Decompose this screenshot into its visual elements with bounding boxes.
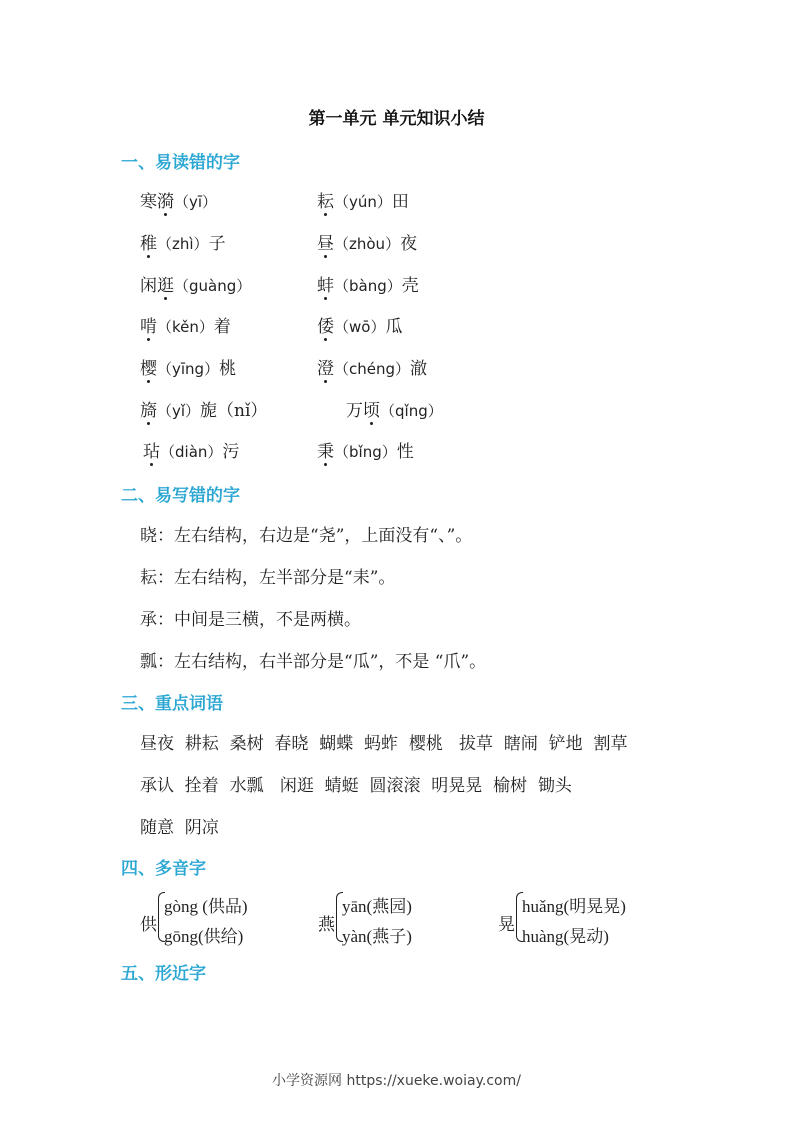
polyphone-entry [140,892,300,944]
dotted-char: 倭 [317,312,334,337]
dotted-char: 澄 [317,354,334,379]
dotted-char: 昼 [317,229,334,254]
word-line: 随意 阴凉 [140,818,219,838]
char: 着 [213,317,231,337]
char: 田 [391,192,409,212]
reading-entry [140,271,251,296]
dotted-char: 蚌 [317,271,334,296]
dotted-char: 旖 [140,396,157,421]
char: 寒 [140,192,157,212]
reading-entry [143,437,239,462]
reading-entry [317,354,427,379]
polyphone-entry [318,892,478,944]
char: 闲 [140,276,157,296]
footer-source: 小学资源网 https://xueke.woiay.com/ [272,1073,521,1089]
dotted-char: 啃 [140,312,157,337]
polyphone-reading: yàn(燕子) [342,927,412,946]
pinyin: （zhòu） [334,235,401,253]
reading-entry [140,229,226,254]
pinyin: （chéng） [334,360,411,378]
polyphone-reading: gōng(供给) [164,927,244,946]
reading-entry [140,396,267,421]
polyphone-reading: gòng (供品) [164,897,248,916]
polyphone-reading: yān(燕园) [342,897,412,916]
pinyin: （wō） [334,318,386,336]
reading-entry [140,312,231,337]
pinyin: （yī） [174,193,218,211]
section-heading-polyphones: 四、多音字 [121,859,206,879]
pinyin: （qǐng） [380,402,443,420]
word-line: 昼夜 耕耘 桑树 春晓 蝴蝶 蚂蚱 樱桃 拔草 瞎闹 铲地 割草 [140,734,628,754]
writing-note: 瓢：左右结构，右半部分是“瓜”，不是 “爪”。 [140,652,487,672]
section-heading-miswrite: 二、易写错的字 [121,486,240,506]
char: 瓜 [385,317,403,337]
dotted-char: 玷 [143,437,160,462]
pinyin: （bǐng） [334,443,397,461]
pinyin: （yīng） [157,360,220,378]
writing-note: 承：中间是三横，不是两横。 [140,610,361,630]
dotted-char: 耘 [317,187,334,212]
pinyin: （yǐ） [157,402,201,420]
reading-entry [346,396,443,421]
reading-entry [317,187,409,212]
word-line: 承认 拴着 水瓢 闲逛 蜻蜓 圆滚滚 明晃晃 榆树 锄头 [140,776,572,796]
polyphone-char: 晃 [498,915,515,935]
dotted-char: 樱 [140,354,157,379]
pinyin: （guàng） [174,277,252,295]
reading-entry [317,312,402,337]
writing-note: 耘：左右结构，左半部分是“耒”。 [140,568,396,588]
char: 桃 [219,359,237,379]
reading-entry [140,354,236,379]
dotted-char: 稚 [140,229,157,254]
polyphone-char: 供 [140,915,157,935]
reading-entry [317,271,419,296]
char: 性 [396,442,414,462]
writing-note: 晓：左右结构，右边是“尧”，上面没有“、”。 [140,526,473,546]
reading-entry [317,229,417,254]
reading-entry [317,437,414,462]
polyphone-reading: huǎng(明晃晃) [522,897,626,916]
reading-entry [140,187,217,212]
pinyin: （zhì） [157,235,209,253]
char: 污 [222,442,240,462]
pinyin: （diàn） [160,443,223,461]
char: 万 [346,401,363,421]
section-heading-misread: 一、易读错的字 [121,153,240,173]
polyphone-char: 燕 [318,915,335,935]
section-heading-key-words: 三、重点词语 [121,694,223,714]
polyphone-entry [498,892,678,944]
polyphone-reading: huàng(晃动) [522,927,609,946]
pinyin: （yún） [334,193,392,211]
char: 壳 [401,276,419,296]
section-heading-similar-chars: 五、形近字 [121,964,206,984]
char: 旎（nǐ） [200,401,268,421]
pinyin: （bàng） [334,277,402,295]
dotted-char: 秉 [317,437,334,462]
dotted-char: 顷 [363,396,380,421]
char: 澈 [410,359,428,379]
dotted-char: 漪 [157,187,174,212]
dotted-char: 逛 [157,271,174,296]
char: 子 [208,234,226,254]
char: 夜 [400,234,418,254]
pinyin: （kěn） [157,318,214,336]
page-title: 第一单元 单元知识小结 [308,109,485,129]
